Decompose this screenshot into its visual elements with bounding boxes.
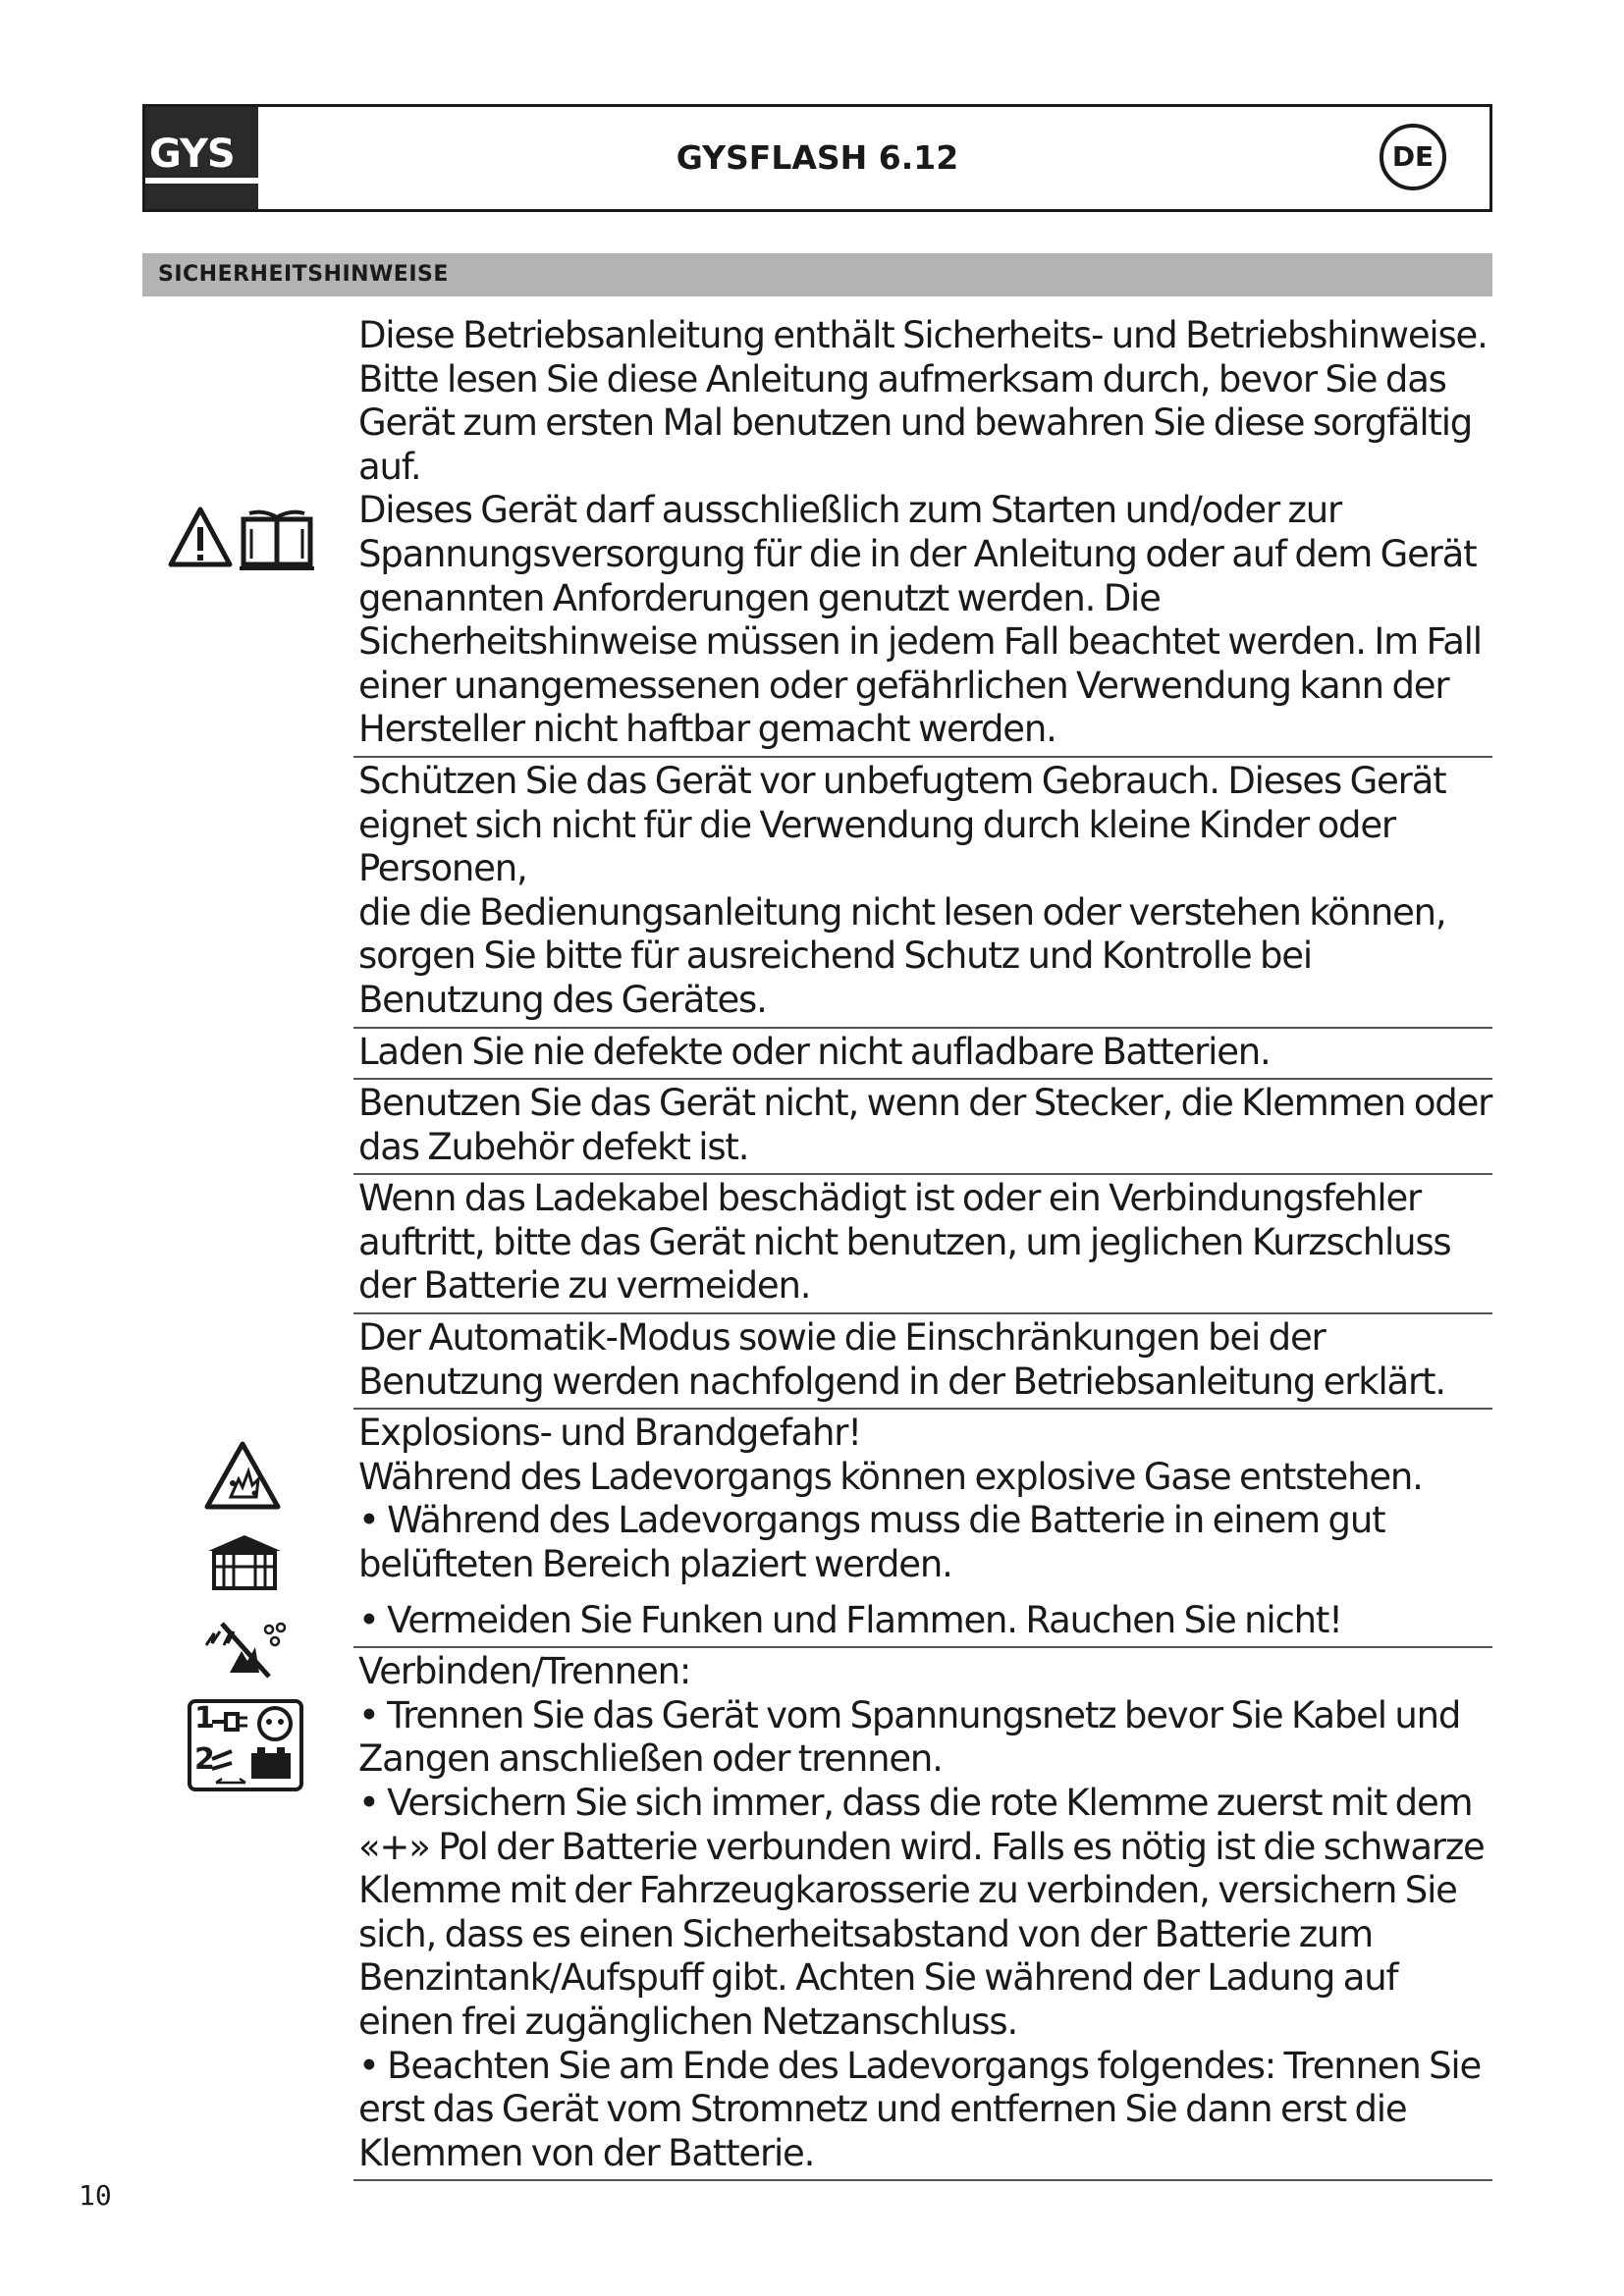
- text-block-connect-disconnect: [353, 1648, 1492, 2181]
- text-block-explosion-hazard: [353, 1410, 1492, 1648]
- text-block-unauthorized-use: [353, 758, 1492, 1029]
- text-block-automatic-mode: [353, 1314, 1492, 1410]
- document-header: [142, 104, 1492, 212]
- text-paragraph: Während des Ladevorgangs können explosive Gase entstehen.: [358, 1455, 1423, 1498]
- text-paragraph: • Versichern Sie sich immer, dass die rote Klemme zuerst mit dem «+» Pol der Batterie verbunden wird. Falls es nötig ist die schwarze Klemme mit der Fahrzeugkarosserie zu verbinden, versichern Sie sich, dass es einen Sicherheitsabstand von der Batterie zum Benzintank/Aufspuff gibt. Achten Sie während der Ladung auf einen frei zugänglichen Netzanschluss.: [358, 1782, 1485, 2043]
- warning-read-manual-icon: [167, 504, 324, 572]
- ventilated-area-icon: [204, 1531, 285, 1592]
- text-paragraph: • Beachten Sie am Ende des Ladevorgangs folgendes: Trennen Sie erst das Gerät vom Stromnetz und entfernen Sie dann erst die Klemmen von der Batterie.: [358, 2044, 1482, 2174]
- text-block-defective-accessories: [353, 1080, 1492, 1175]
- connect-disconnect-icon: [187, 1698, 304, 1792]
- text-paragraph: Explosions- und Brandgefahr!: [358, 1412, 861, 1455]
- text-paragraph: • Während des Ladevorgangs muss die Batterie in einem gut belüfteten Bereich plaziert werden.: [358, 1499, 1385, 1586]
- text-paragraph: die die Bedienungsanleitung nicht lesen oder verstehen können, sorgen Sie bitte für ausreichend Schutz und Kontrolle bei Benutzung des Gerätes.: [358, 890, 1446, 1021]
- connect-step-2-label: 2: [194, 1742, 215, 1777]
- text-paragraph: Diese Betriebsanleitung enthält Sicherheits- und Betriebshinweise. Bitte lesen Sie diese Anleitung aufmerksam durch, bevor Sie das Gerät zum ersten Mal benutzen und bewahren Sie diese sorgfältig auf.: [358, 314, 1488, 488]
- text-paragraph: Dieses Gerät darf ausschließlich zum Starten und/oder zur Spannungsversorgung für die in der Anleitung oder auf dem Gerät genannten Anforderungen genutzt werden. Die Sicherheitshinweise müssen in jedem Fall beachtet werden. Im Fall einer unangemessenen oder gefährlichen Verwendung kann der Hersteller nicht haftbar gemacht werden.: [358, 489, 1482, 751]
- text-paragraph: Benutzen Sie das Gerät nicht, wenn der Stecker, die Klemmen oder das Zubehör defekt ist.: [358, 1082, 1492, 1168]
- text-paragraph: Der Automatik-Modus sowie die Einschränkungen bei der Benutzung werden nachfolgend in der Betriebsanleitung erklärt.: [358, 1316, 1445, 1403]
- section-title: SICHERHEITSHINWEISE: [158, 262, 449, 287]
- connect-step-1-label: 1: [194, 1701, 215, 1735]
- text-paragraph: Laden Sie nie defekte oder nicht aufladbare Batterien.: [358, 1030, 1271, 1073]
- text-paragraph: • Vermeiden Sie Funken und Flammen. Rauchen Sie nicht!: [358, 1598, 1342, 1641]
- no-sparks-flames-icon: [200, 1618, 289, 1679]
- safety-instructions-content: [353, 312, 1492, 2181]
- page-number: 10: [79, 2179, 112, 2212]
- text-paragraph: Wenn das Ladekabel beschädigt ist oder ein Verbindungsfehler auftritt, bitte das Gerät nicht benutzen, um jeglichen Kurzschluss der Batterie zu vermeiden.: [358, 1177, 1451, 1308]
- text-block-intro: [353, 312, 1492, 758]
- language-badge: DE: [1380, 124, 1446, 190]
- logo-text: GYS: [149, 132, 235, 177]
- text-block-damaged-cable: [353, 1175, 1492, 1314]
- logo-underline: [145, 178, 258, 184]
- explosion-warning-icon: [203, 1440, 282, 1511]
- text-paragraph: Schützen Sie das Gerät vor unbefugtem Gebrauch. Dieses Gerät eignet sich nicht für die Verwendung durch kleine Kinder oder Personen,: [358, 759, 1446, 890]
- text-block-defective-batteries: [353, 1029, 1492, 1081]
- document-title: GYSFLASH 6.12: [676, 138, 959, 177]
- text-paragraph: • Trennen Sie das Gerät vom Spannungsnetz bevor Sie Kabel und Zangen anschließen oder trennen.: [358, 1693, 1461, 1781]
- text-paragraph: Verbinden/Trennen:: [358, 1650, 691, 1693]
- section-header: [142, 253, 1492, 296]
